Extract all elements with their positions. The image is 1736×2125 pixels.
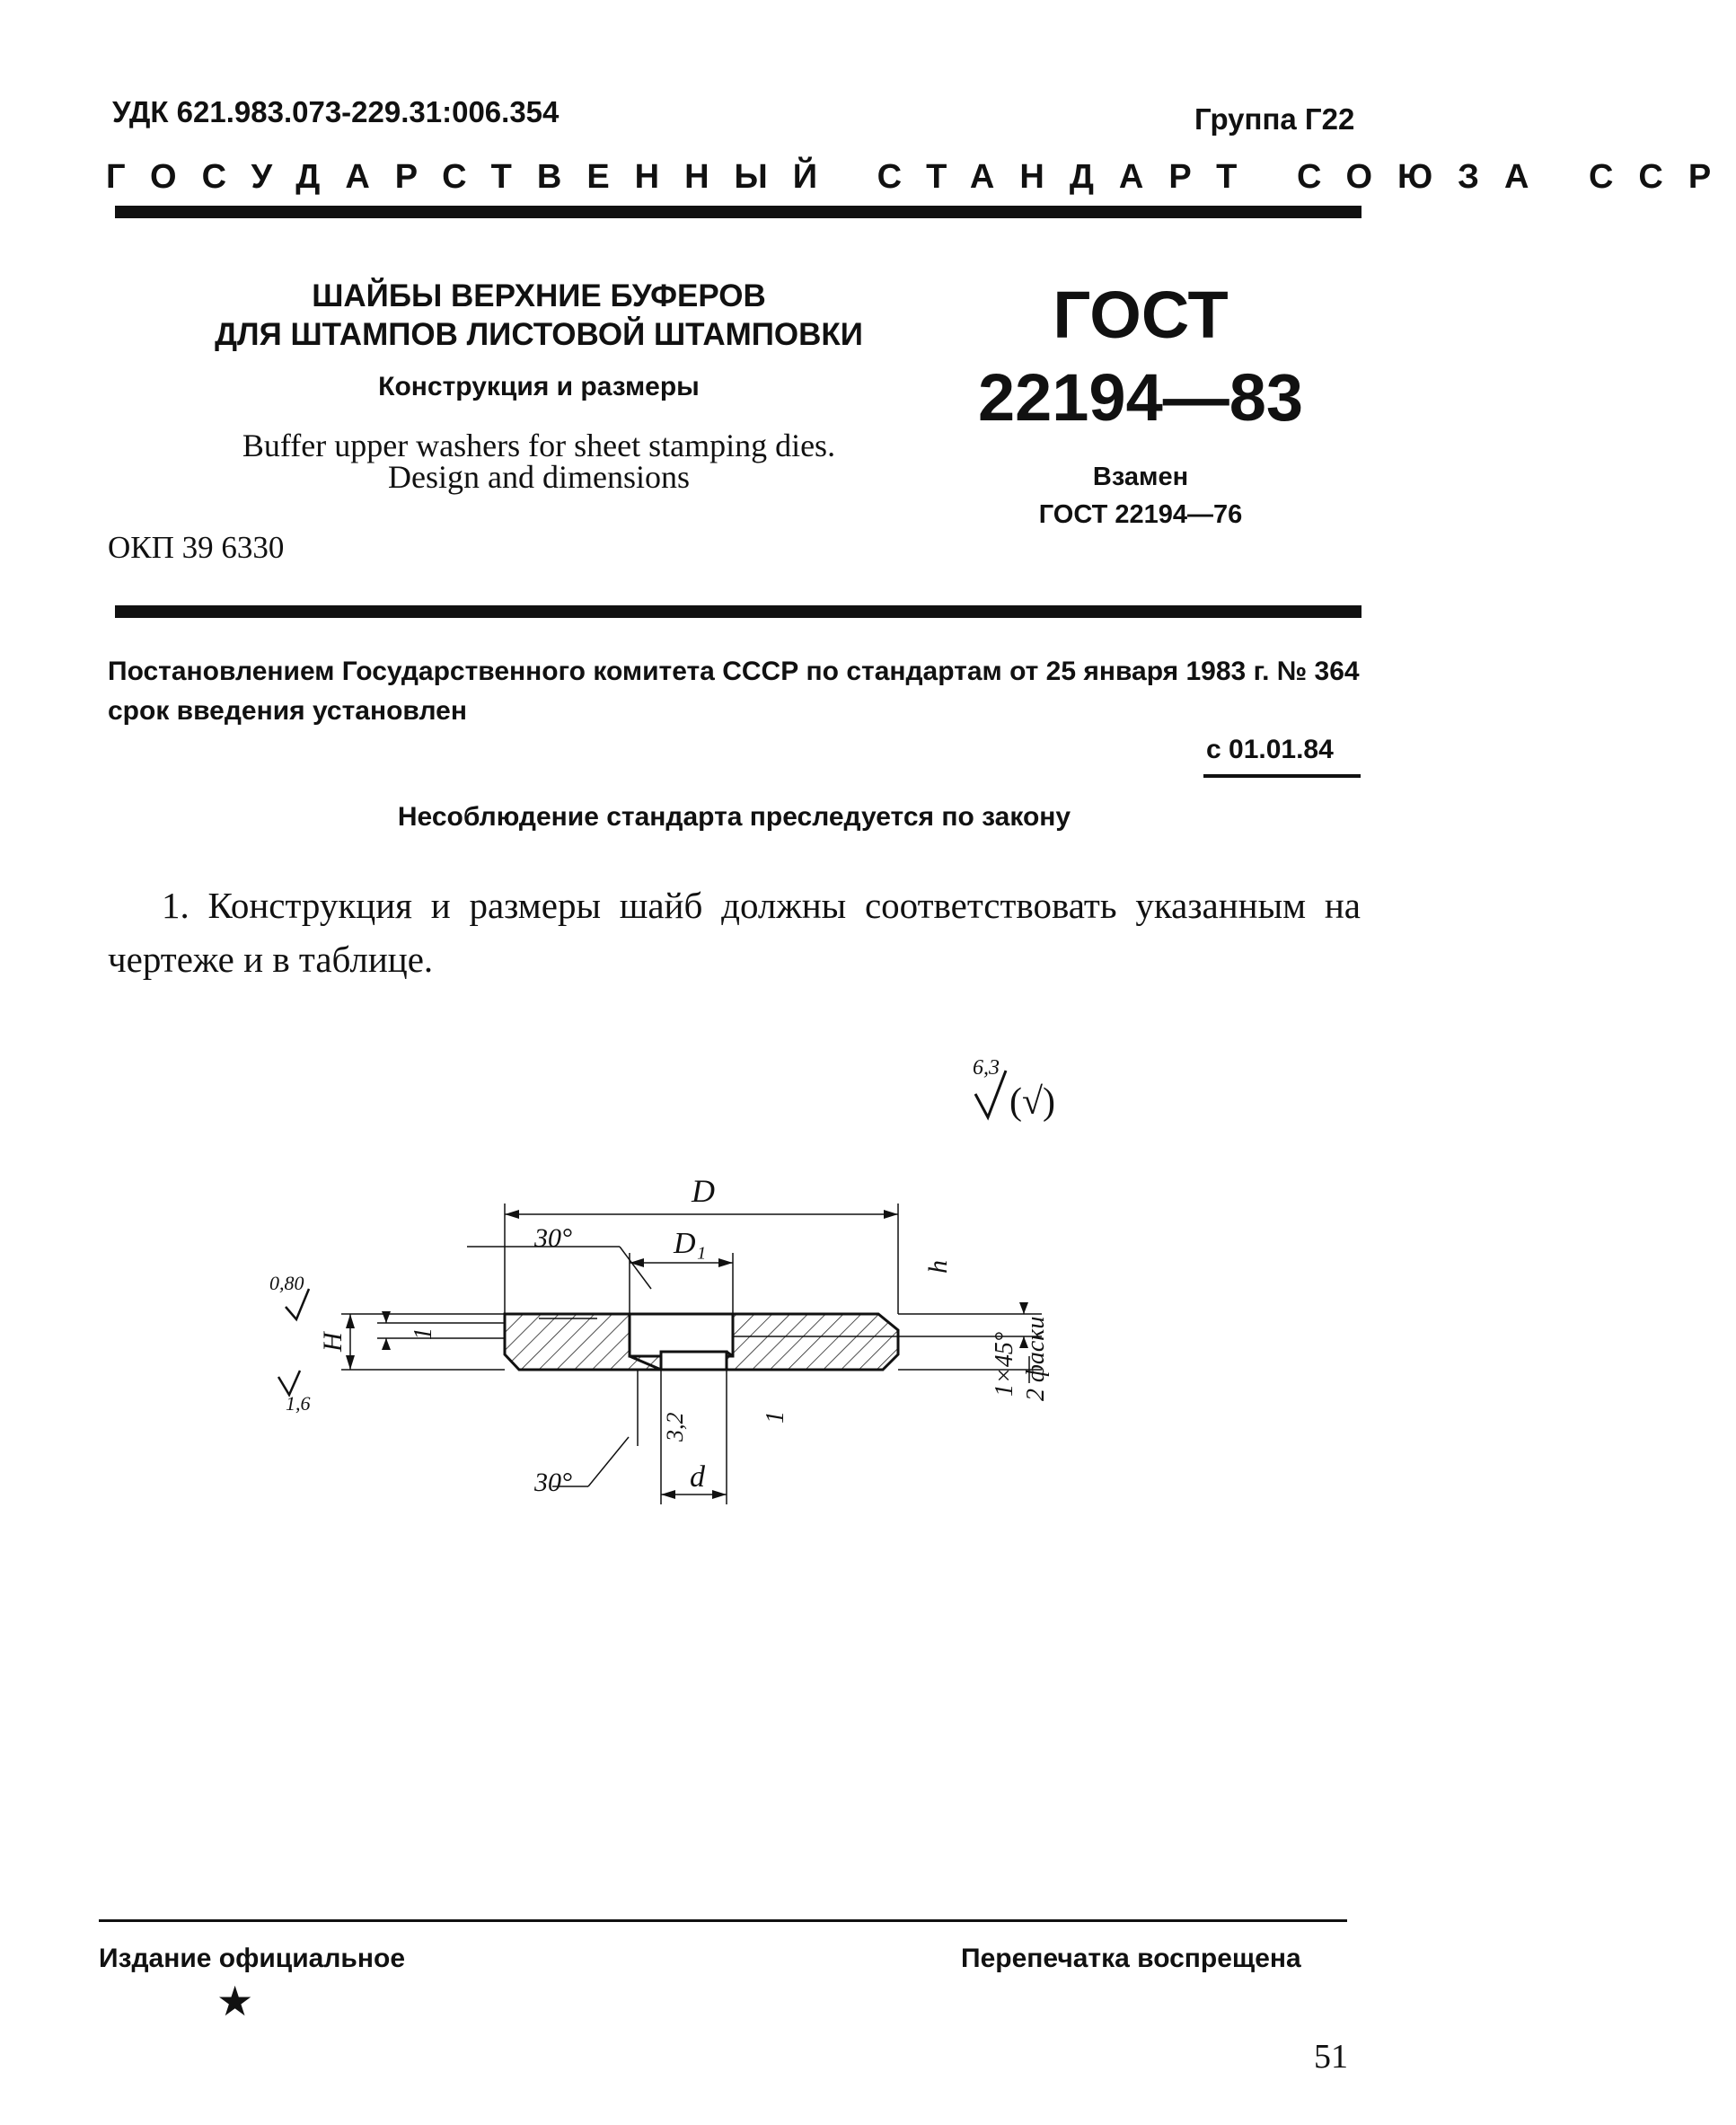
dim-h-label: h — [923, 1260, 953, 1274]
dim-1-bottom-label: 1 — [762, 1411, 789, 1424]
footer-rule — [99, 1919, 1347, 1922]
english-title-line-1: Buffer upper washers for sheet stamping dies. — [242, 428, 836, 463]
replaces-label: Взамен — [1092, 463, 1189, 491]
title-line-2: ДЛЯ ШТАМПОВ ЛИСТОВОЙ ШТАМПОВКИ — [215, 317, 863, 352]
roughness-bottom-label: 1,6 — [286, 1392, 311, 1415]
dim-D-label: D — [692, 1173, 715, 1209]
bore — [661, 1352, 727, 1370]
washer-drawing — [269, 1051, 1078, 1581]
gost-label: ГОСТ — [1053, 278, 1229, 352]
dim-D1-label: D₁ — [674, 1227, 707, 1260]
replaces-standard: ГОСТ 22194—76 — [1038, 500, 1243, 529]
english-title-line-2: Design and dimensions — [388, 459, 690, 495]
decree-text: Постановлением Государственного комитета СССР по стандартам от 25 января 1983 г. № 364 срок введения установлен — [108, 657, 1360, 726]
roughness-general-mark — [973, 1056, 1055, 1123]
chamfer-label-2: 2 фаски — [1022, 1316, 1050, 1401]
angle-top-label: 30° — [534, 1223, 572, 1253]
header-rule — [115, 206, 1361, 218]
date-underline — [1203, 774, 1361, 778]
legal-notice: Несоблюдение стандарта преследуется по закону — [397, 802, 1071, 832]
subtitle: Конструкция и размеры — [378, 372, 700, 401]
counterbore — [630, 1314, 733, 1356]
udk-code: УДК 621.983.073-229.31:006.354 — [112, 95, 560, 128]
title-line-1: ШАЙБЫ ВЕРХНИЕ БУФЕРОВ — [312, 278, 766, 313]
dim-H-label: H — [318, 1332, 348, 1352]
state-standard-banner: ГОСУДАРСТВЕННЫЙ СТАНДАРТ СОЮЗА ССР — [106, 158, 1736, 196]
star-mark: ★ — [216, 1978, 254, 2024]
roughness-general-value: 6,3 — [973, 1056, 1000, 1080]
title-rule — [115, 605, 1361, 618]
okp-code: ОКП 39 6330 — [108, 530, 285, 565]
effective-date: с 01.01.84 — [1206, 735, 1334, 764]
chamfer-label-1: 1×45° — [991, 1331, 1018, 1397]
group-code: Группа Г22 — [1194, 102, 1355, 136]
roughness-paren: (√) — [1009, 1081, 1056, 1123]
page-number: 51 — [1314, 2038, 1348, 2076]
angle-bottom-label: 30° — [534, 1468, 572, 1497]
dim-d-label: d — [690, 1460, 705, 1494]
official-edition: Издание официальное — [99, 1944, 406, 1973]
paragraph-1 — [108, 878, 1361, 986]
gost-number: 22194—83 — [977, 360, 1304, 435]
reprint-prohibited: Перепечатка воспрещена — [961, 1944, 1301, 1973]
dim-3-2-label: 3,2 — [662, 1412, 688, 1442]
paragraph-1-text: 1. Конструкция и размеры шайб должны соответствовать указанным на чертеже и в таблице. — [108, 885, 1361, 980]
roughness-top-label: 0,80 — [269, 1272, 304, 1294]
dim-1-left-label: 1 — [410, 1327, 437, 1340]
